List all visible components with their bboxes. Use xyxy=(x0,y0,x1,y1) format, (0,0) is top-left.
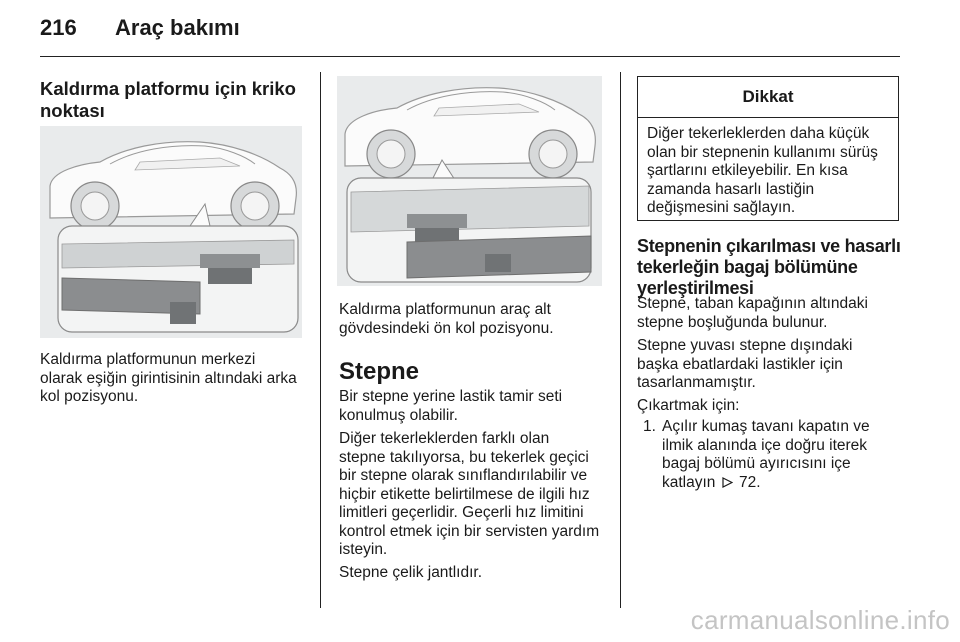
paragraph-line: hiçbir etikette belirtilmese de ilgili hız xyxy=(339,485,590,503)
paragraph-line: stepne takılıyorsa, bu tekerlek geçici xyxy=(339,448,589,466)
section-heading-spare-removal xyxy=(637,236,937,299)
paragraph-line: Stepne çelik jantlıdır. xyxy=(339,564,483,581)
car-lift-illustration-front xyxy=(337,76,602,286)
list-item-number: 1. xyxy=(643,418,656,435)
caption-line: olarak eşiğin girintisinin altındaki arka xyxy=(40,369,297,387)
caption-line: Kaldırma platformunun merkezi xyxy=(40,351,256,368)
caution-line: Diğer tekerleklerden daha küçük xyxy=(647,125,870,142)
list-item-line: bagaj bölümü ayırıcısını içe xyxy=(662,455,851,472)
figure-caption-rear xyxy=(40,351,312,407)
paragraph-line: limitleri geçerlidir. Geçerli hız limitini xyxy=(339,504,584,521)
caution-box xyxy=(637,76,899,221)
paragraph-spare-well xyxy=(637,337,902,393)
paragraph-spare-location xyxy=(637,295,902,332)
paragraph-line: kontrol etmek için bir servisten yardım xyxy=(339,522,600,540)
caption-line: Kaldırma platformunun araç alt xyxy=(339,301,551,318)
caution-text xyxy=(638,118,898,218)
page-reference-triangle-icon[interactable] xyxy=(722,475,733,486)
column-divider-2 xyxy=(620,72,621,608)
page-reference-link[interactable]: 72. xyxy=(739,473,761,491)
figure-rear-jack-point xyxy=(40,126,302,338)
paragraph-line: tasarlanmamıştır. xyxy=(637,374,756,391)
page-number: 216 xyxy=(40,15,77,40)
paragraph-line: stepne boşluğunda bulunur. xyxy=(637,313,828,331)
column-divider-1 xyxy=(320,72,321,608)
caution-line: olan bir stepnenin kullanımı sürüş xyxy=(647,143,878,161)
paragraph-line: Çıkartmak için: xyxy=(637,397,740,414)
paragraph-tyre-repair-kit xyxy=(339,388,614,425)
heading-line: Stepnenin çıkarılması ve hasarlı xyxy=(637,236,901,256)
figure-front-jack-point xyxy=(337,76,602,286)
heading-line: noktası xyxy=(40,100,105,121)
section-heading-spare-wheel: Stepne xyxy=(339,358,420,385)
paragraph-line: Stepne yuvası stepne dışındaki xyxy=(637,337,853,354)
caption-line: kol pozisyonu. xyxy=(40,388,139,405)
caution-line: şartlarını etkileyebilir. En kısa xyxy=(647,162,848,179)
paragraph-line: Bir stepne yerine lastik tamir seti xyxy=(339,388,563,405)
paragraph-line: bir stepne olarak sınıflandırılabilir ve xyxy=(339,467,588,484)
paragraph-steel-rim xyxy=(339,564,614,583)
page-title: Araç bakımı xyxy=(115,15,240,40)
list-item-line-text: katlayın xyxy=(662,473,716,491)
list-item-text xyxy=(662,418,902,492)
caution-title: Dikkat xyxy=(638,77,898,118)
paragraph-to-remove xyxy=(637,397,902,416)
figure-caption-front xyxy=(339,301,614,338)
heading-line: yerleştirilmesi xyxy=(637,278,754,298)
caption-line: gövdesindeki ön kol pozisyonu. xyxy=(339,319,554,337)
header-divider xyxy=(40,56,900,57)
list-item-line xyxy=(662,474,902,493)
paragraph-line: isteyin. xyxy=(339,541,388,558)
paragraph-line: konulmuş olabilir. xyxy=(339,406,458,424)
list-item-line: Açılır kumaş tavanı kapatın ve xyxy=(662,418,870,435)
caution-line: zamanda hasarlı lastiğin xyxy=(647,180,815,198)
list-item-line: ilmik alanında içe doğru iterek xyxy=(662,436,868,454)
caution-line: değişmesini sağlayın. xyxy=(647,199,796,216)
heading-line: tekerleğin bagaj bölümüne xyxy=(637,257,858,277)
paragraph-line: Diğer tekerleklerden farklı olan xyxy=(339,430,550,447)
paragraph-line: Stepne, taban kapağının altındaki xyxy=(637,295,868,312)
section-heading-jack-point xyxy=(40,78,310,122)
heading-line: Kaldırma platformu için kriko xyxy=(40,78,296,99)
paragraph-line: başka ebatlardaki lastikler için xyxy=(637,355,843,373)
car-lift-illustration-rear xyxy=(40,126,302,338)
watermark: carmanualsonline.info xyxy=(690,605,950,635)
paragraph-temporary-spare xyxy=(339,430,614,560)
